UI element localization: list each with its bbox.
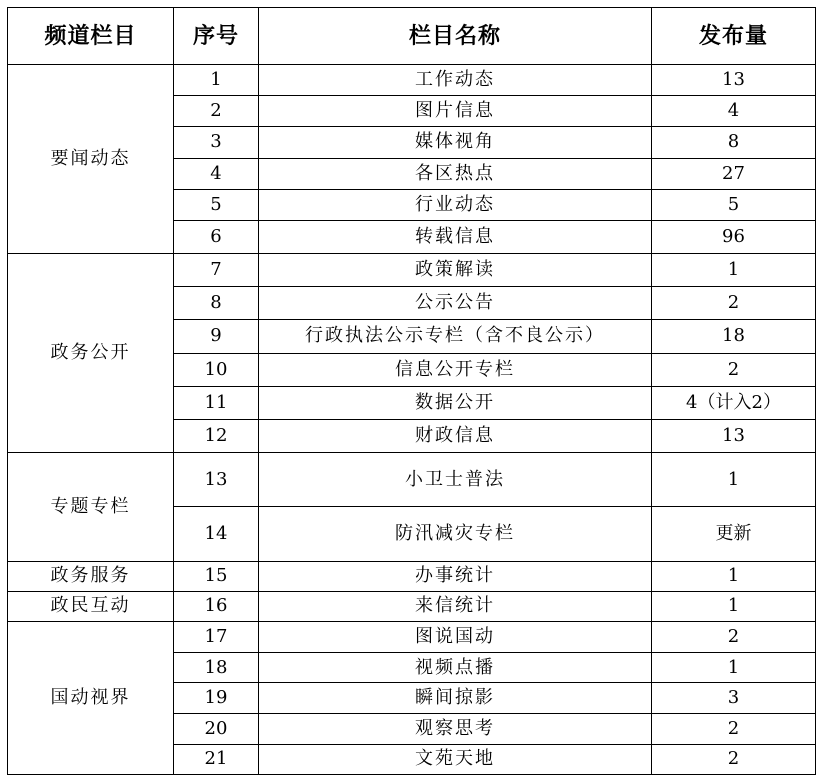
name-cell: 行业动态	[259, 189, 652, 220]
table-row	[8, 453, 816, 507]
count-cell: 2	[652, 287, 816, 320]
index-cell: 7	[174, 254, 259, 287]
count-cell: 4	[652, 96, 816, 127]
header-name: 栏目名称	[259, 8, 652, 65]
count-cell: 1	[652, 591, 816, 621]
publication-table	[7, 7, 816, 775]
index-cell: 1	[174, 65, 259, 96]
count-cell: 13	[652, 419, 816, 452]
header-count: 发布量	[652, 8, 816, 65]
channel-cell: 政务服务	[8, 561, 174, 591]
count-cell: 1	[652, 653, 816, 683]
name-cell: 转载信息	[259, 220, 652, 253]
index-cell: 12	[174, 419, 259, 452]
count-cell: 1	[652, 561, 816, 591]
channel-cell: 国动视界	[8, 621, 174, 774]
index-cell: 21	[174, 744, 259, 774]
name-cell: 图片信息	[259, 96, 652, 127]
name-cell: 防汛减灾专栏	[259, 507, 652, 561]
count-cell: 2	[652, 621, 816, 652]
name-cell: 信息公开专栏	[259, 353, 652, 386]
count-cell: 1	[652, 453, 816, 507]
name-cell: 图说国动	[259, 621, 652, 652]
name-cell: 小卫士普法	[259, 453, 652, 507]
index-cell: 6	[174, 220, 259, 253]
table-row	[8, 65, 816, 96]
index-cell: 16	[174, 591, 259, 621]
name-cell: 来信统计	[259, 591, 652, 621]
index-cell: 4	[174, 158, 259, 189]
name-cell: 观察思考	[259, 714, 652, 744]
channel-cell: 专题专栏	[8, 453, 174, 562]
index-cell: 11	[174, 386, 259, 419]
index-cell: 10	[174, 353, 259, 386]
count-cell: 5	[652, 189, 816, 220]
name-cell: 瞬间掠影	[259, 683, 652, 714]
table-row	[8, 621, 816, 652]
index-cell: 5	[174, 189, 259, 220]
channel-cell: 要闻动态	[8, 65, 174, 254]
index-cell: 2	[174, 96, 259, 127]
name-cell: 财政信息	[259, 419, 652, 452]
channel-cell: 政务公开	[8, 254, 174, 453]
table-row	[8, 254, 816, 287]
index-cell: 17	[174, 621, 259, 652]
count-cell: 18	[652, 320, 816, 353]
count-cell: 4（计入2）	[652, 386, 816, 419]
count-cell: 96	[652, 220, 816, 253]
name-cell: 数据公开	[259, 386, 652, 419]
name-cell: 文苑天地	[259, 744, 652, 774]
name-cell: 行政执法公示专栏（含不良公示）	[259, 320, 652, 353]
count-cell: 13	[652, 65, 816, 96]
index-cell: 9	[174, 320, 259, 353]
name-cell: 视频点播	[259, 653, 652, 683]
count-cell: 2	[652, 353, 816, 386]
index-cell: 3	[174, 127, 259, 158]
name-cell: 各区热点	[259, 158, 652, 189]
index-cell: 14	[174, 507, 259, 561]
name-cell: 媒体视角	[259, 127, 652, 158]
count-cell: 27	[652, 158, 816, 189]
count-cell: 更新	[652, 507, 816, 561]
table-row	[8, 561, 816, 591]
header-index: 序号	[174, 8, 259, 65]
index-cell: 18	[174, 653, 259, 683]
index-cell: 8	[174, 287, 259, 320]
header-row	[8, 8, 816, 65]
count-cell: 2	[652, 714, 816, 744]
index-cell: 13	[174, 453, 259, 507]
index-cell: 15	[174, 561, 259, 591]
count-cell: 2	[652, 744, 816, 774]
index-cell: 20	[174, 714, 259, 744]
index-cell: 19	[174, 683, 259, 714]
name-cell: 办事统计	[259, 561, 652, 591]
count-cell: 8	[652, 127, 816, 158]
name-cell: 政策解读	[259, 254, 652, 287]
name-cell: 公示公告	[259, 287, 652, 320]
count-cell: 1	[652, 254, 816, 287]
name-cell: 工作动态	[259, 65, 652, 96]
header-channel: 频道栏目	[8, 8, 174, 65]
channel-cell: 政民互动	[8, 591, 174, 621]
table-row	[8, 591, 816, 621]
count-cell: 3	[652, 683, 816, 714]
